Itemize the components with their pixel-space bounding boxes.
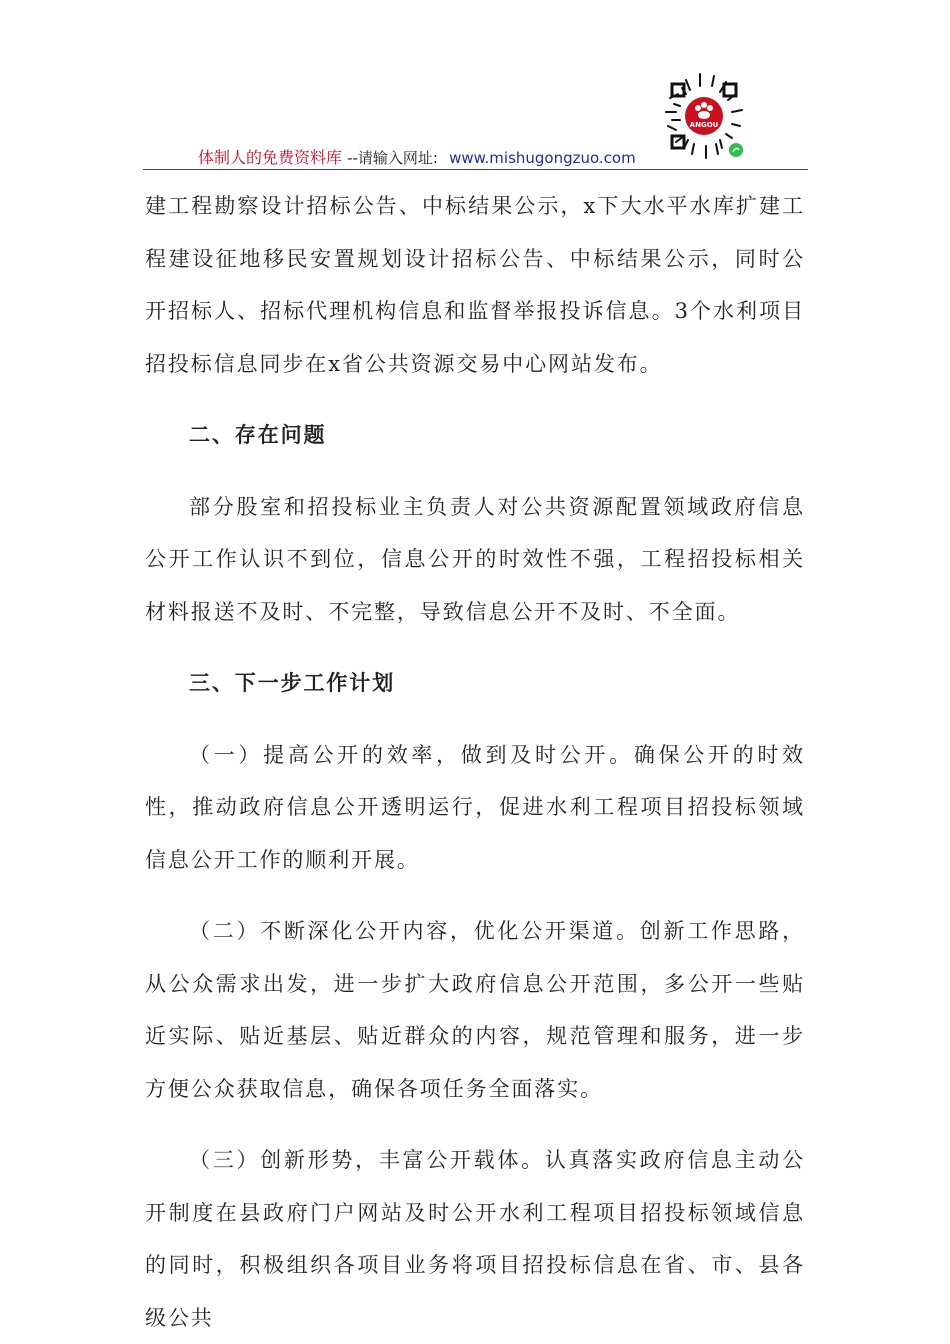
paragraph-plan-2: （二）不断深化公开内容，优化公开渠道。创新工作思路，从公众需求出发，进一步扩大政府信息公开范围，多公开一些贴近实际、贴近基层、贴近群众的内容，规范管理和服务，进一步方便公众获取信息，确保各项任务全面落实。 — [145, 919, 805, 1101]
header-divider — [143, 169, 808, 170]
brand-name: 体制人的免费资料库 — [198, 148, 343, 167]
paragraph-problems: 部分股室和招投标业主负责人对公共资源配置领域政府信息公开工作认识不到位，信息公开的时效性不强，工程招投标相关材料报送不及时、不完整，导致信息公开不及时、不全面。 — [145, 494, 805, 624]
paragraph-plan-3: （三）创新形势，丰富公开载体。认真落实政府信息主动公开制度在县政府门户网站及时公开水利工程项目招投标领域信息的同时，积极组织各项目业务将项目招投标信息在省、市、县各级公共 — [145, 1148, 805, 1330]
document-body — [145, 180, 805, 1344]
qr-logo-text: ANGOU — [689, 121, 719, 129]
paragraph-plan-1: （一）提高公开的效率，做到及时公开。确保公开的时效性，推动政府信息公开透明运行，促进水利工程项目招投标领域信息公开工作的顺利开展。 — [145, 742, 805, 872]
section-heading-plan: 三、下一步工作计划 — [189, 670, 396, 695]
site-url[interactable]: www.mishugongzuo.com — [449, 149, 636, 167]
section-heading-problems: 二、存在问题 — [189, 422, 327, 447]
page-header — [143, 140, 808, 170]
paragraph-continuation: 建工程勘察设计招标公告、中标结果公示，x下大水平水库扩建工程建设征地移民安置规划设计招标公告、中标结果公示，同时公开招标人、招标代理机构信息和监督举报投诉信息。3个水利项目招投标信息同步在x省公共资源交易中心网站发布。 — [145, 194, 805, 376]
brand-note: --请输入网址: — [347, 149, 438, 167]
header-brand-line — [198, 145, 636, 168]
